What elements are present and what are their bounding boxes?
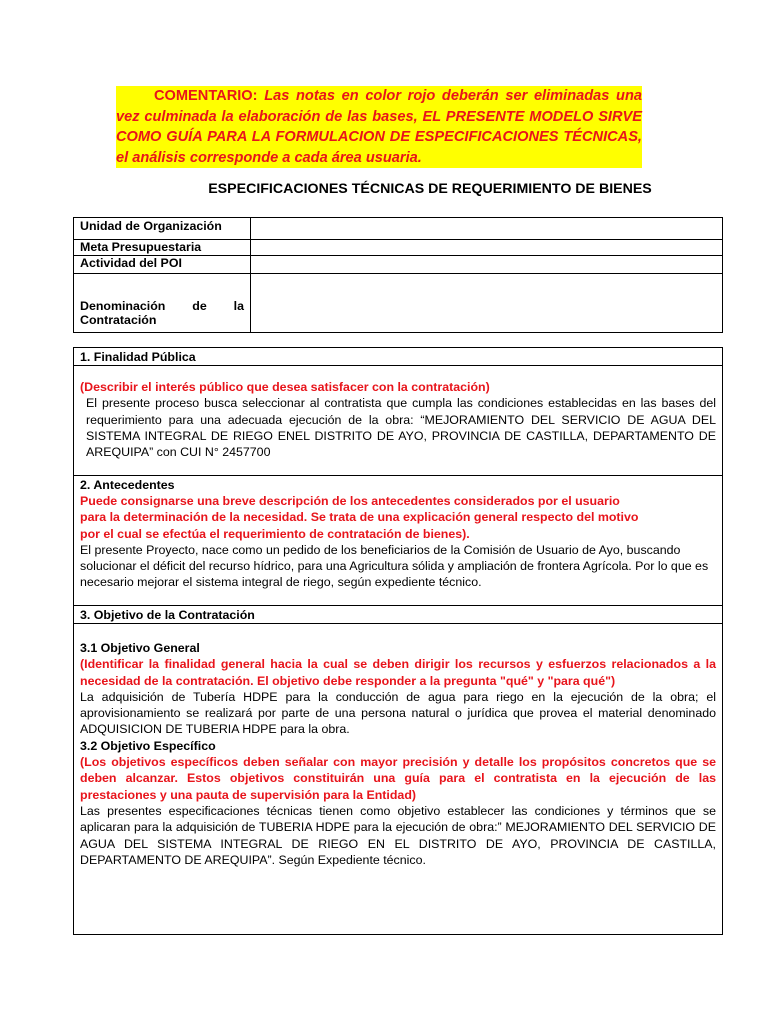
unidad-label: Unidad de Organización — [74, 218, 251, 240]
table-row — [74, 218, 723, 240]
denominacion-line-2: Contratación — [80, 313, 157, 327]
antecedentes-text: El presente Proyecto, nace como un pedido de los beneficiarios de la Comisión de Usuario de Ayo, buscando solucionar el déficit del recurso hídrico, para una Agricultura sólida y ampliación de frontera Agrícola. Por lo que es necesario mejorar el sistema integral de riego, según expediente técnico. — [80, 542, 709, 590]
antecedentes-note-line-1: Puede consignarse una breve descripción de los antecedentes considerados por el usuario — [80, 494, 620, 508]
objetivo-general-note: (Identificar la finalidad general hacia la cual se deben dirigir los recursos y esfuerzos relacionados a la necesidad de la contratación. El objetivo debe responder a la pregunta "qué" y "para qué") — [80, 657, 716, 688]
document-title: ESPECIFICACIONES TÉCNICAS DE REQUERIMIENTO DE BIENES — [208, 181, 652, 197]
objetivo-general-heading: 3.1 Objetivo General — [80, 641, 200, 655]
info-table — [73, 217, 723, 333]
denominacion-word-3: la — [233, 299, 244, 313]
finalidad-body — [74, 366, 722, 475]
finalidad-heading: 1. Finalidad Pública — [74, 348, 722, 366]
objetivo-body — [74, 624, 722, 868]
meta-label: Meta Presupuestaria — [74, 240, 251, 256]
objetivo-general-text: La adquisición de Tubería HDPE para la conducción de agua para riego en la ejecución de la obra; el aprovisionamiento se realizará por parte de una persona natural o jurídica que provea el material denominado ADQUISICION DE TUBERIA HDPE para la obra. — [80, 689, 716, 737]
table-row — [74, 256, 723, 274]
antecedentes-note-line-3: por el cual se efectúa el requerimiento de contratación de bienes). — [80, 526, 470, 541]
comment-lead: COMENTARIO: — [154, 88, 258, 104]
antecedentes-heading: 2. Antecedentes — [74, 475, 722, 493]
table-row — [74, 274, 723, 333]
spec-table — [73, 347, 723, 935]
objetivo-especifico-text: Las presentes especificaciones técnicas tienen como objetivo establecer las condiciones y términos que se aplicaran para la adquisición de TUBERIA HDPE para la ejecución de obra:” MEJORAMIENTO DEL SERVICIO DE AGUA DEL SISTEMA INTEGRAL DE RIEGO EN EL DISTRITO DE AYO, PROVINCIA DE CASTILLA, DEPARTAMENTO DE AREQUIPA”. Según Expediente técnico. — [80, 803, 716, 867]
comment-text: Las notas en color rojo deberán ser eliminadas una vez culminada la elaboración de las bases, EL PRESENTE MODELO SIRVE COMO GUÍA PARA LA FORMULACION DE ESPECIFICACIONES TÉCNICAS, el análisis corresponde a cada área usuaria. — [116, 88, 643, 166]
objetivo-especifico-heading: 3.2 Objetivo Específico — [80, 738, 216, 753]
denominacion-word-2: de — [192, 299, 207, 313]
finalidad-note: (Describir el interés público que desea satisfacer con la contratación) — [80, 380, 490, 394]
actividad-label: Actividad del POI — [74, 256, 251, 274]
objetivo-heading: 3. Objetivo de la Contratación — [74, 606, 722, 624]
comment-note — [116, 86, 642, 168]
actividad-value — [251, 256, 723, 274]
objetivo-especifico-note: (Los objetivos específicos deben señalar con mayor precisión y detalle los propósitos concretos que se deben alcanzar. Estos objetivos constituirán una guía para el contratista en la ejecución de las prestaciones y una pauta de supervisión para la Entidad) — [80, 755, 716, 802]
finalidad-text: El presente proceso busca seleccionar al contratista que cumpla las condiciones establecidas en las bases del requerimiento para una adecuada ejecución de la obra: “MEJORAMIENTO DEL SERVICIO DE AGUA DEL SISTEMA INTEGRAL DE RIEGO ENEL DISTRITO DE AYO, PROVINCIA DE CASTILLA, DEPARTAMENTO DE AREQUIPA” con CUI N° 2457700 — [86, 396, 716, 460]
unidad-value — [251, 218, 723, 240]
antecedentes-note-line-2: para la determinación de la necesidad. Se trata de una explicación general respecto del motivo — [80, 510, 639, 525]
denominacion-value — [251, 274, 723, 333]
antecedentes-body — [74, 493, 722, 606]
denominacion-word-1: Denominación — [80, 299, 166, 313]
table-row — [74, 240, 723, 256]
meta-value — [251, 240, 723, 256]
denominacion-label — [74, 274, 251, 333]
